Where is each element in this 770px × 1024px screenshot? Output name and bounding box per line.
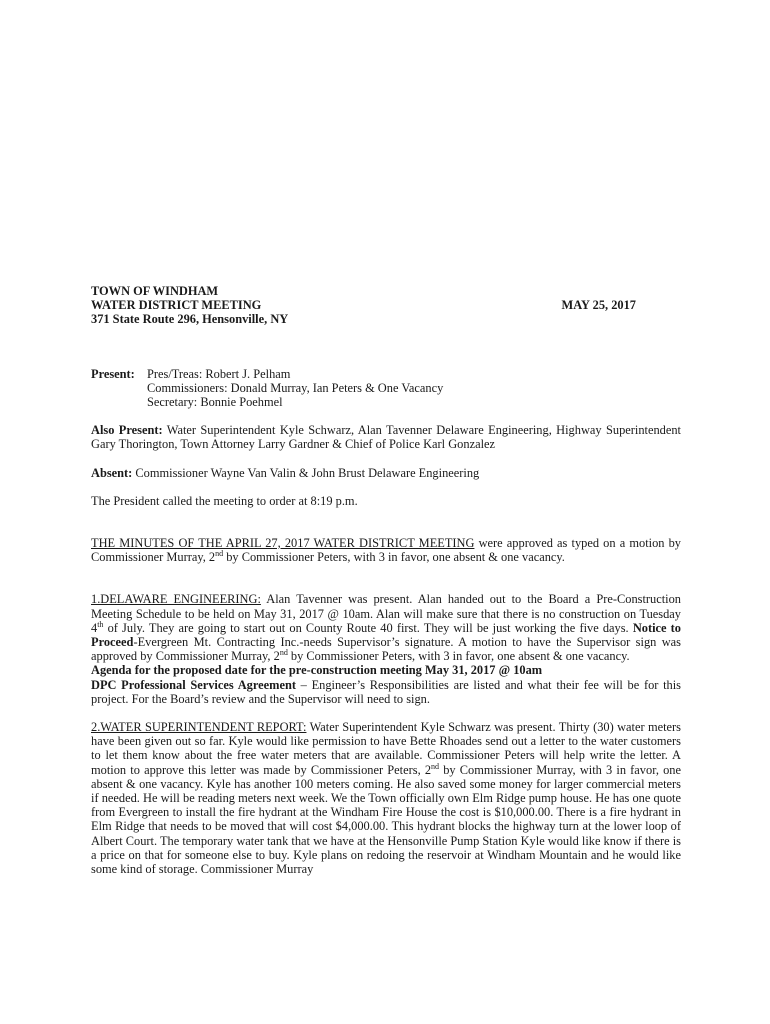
- water-super-sup: nd: [431, 761, 440, 771]
- meeting-address: 371 State Route 296, Hensonville, NY: [91, 312, 289, 327]
- absent-paragraph: [91, 466, 681, 480]
- present-section: [91, 367, 681, 410]
- minutes-sup: nd: [215, 549, 224, 559]
- delaware-text-c: -Evergreen Mt. Contracting Inc.-needs Supervisor’s signature. A motion to have the Supervisor sign was approved by Commissioner Murray, 2: [91, 635, 681, 664]
- delaware-text-d: by Commissioner Peters, with 3 in favor, one absent & one vacancy.: [287, 649, 630, 664]
- delaware-text-a: Alan Tavenner was present. Alan handed out to the Board a Pre-Construction Meeting Schedule to be held on May 31, 2017 @ 10am. Alan will make sure that there is no construction on Tuesday 4: [91, 592, 681, 635]
- dpc-text: – Engineer’s Responsibilities are listed and what their fee will be for this project. For the Board’s review and the Supervisor will need to sign.: [91, 677, 681, 706]
- also-present-text: Water Superintendent Kyle Schwarz, Alan Tavenner Delaware Engineering, Highway Superintendent Gary Thorington, Town Attorney Larry Gardner & Chief of Police Karl Gonzalez: [91, 423, 681, 452]
- dpc-label: DPC Professional Services Agreement: [91, 677, 296, 692]
- delaware-text-b: of July. They are going to start out on County Route 40 first. They will be just working the five days.: [103, 620, 633, 635]
- town-name: TOWN OF WINDHAM: [91, 284, 219, 298]
- minutes-heading: THE MINUTES OF THE APRIL 27, 2017 WATER DISTRICT MEETING: [91, 535, 475, 550]
- delaware-heading: 1.DELAWARE ENGINEERING:: [91, 592, 261, 607]
- present-president: Pres/Treas: Robert J. Pelham: [147, 366, 291, 381]
- agenda-line-text: Agenda for the proposed date for the pre-construction meeting May 31, 2017 @ 10am: [91, 663, 543, 678]
- meeting-title: WATER DISTRICT MEETING: [91, 298, 262, 313]
- water-super-text-b: by Commissioner Murray, with 3 in favor, one absent & one vacancy. Kyle has another 100 meters coming. He also saved some money for larger commercial meters if needed. He will be reading meters next week. We the Town officially own Elm Ridge pump house. He has one quote from Evergreen to install the fire hydrant at the Windham Fire House the cost is $10,000.00. There is a fire hydrant in Elm Ridge that needs to be moved that will cost $4,000.00. This hydrant blocks the highway turn at the lower loop of Albert Court. The temporary water tank that we have at the Hensonville Pump Station Kyle would like know if there is a price on that for someone else to buy. Kyle plans on redoing the reservoir at Windham Mountain and he would like some kind of storage. Commissioner Murray: [91, 762, 681, 877]
- delaware-paragraph: [91, 592, 681, 663]
- delaware-section: [91, 592, 681, 706]
- delaware-sup-a: th: [97, 619, 104, 629]
- water-super-text-a: Water Superintendent Kyle Schwarz was present. Thirty (30) water meters have been given out so far. Kyle would like permission to have Bette Rhoades send out a letter to the water customers to let them know about the free water meters that are available. Commissioner Peters will help write the letter. A motion to approve this letter was made by Commissioner Peters, 2: [91, 720, 681, 777]
- agenda-line: [91, 663, 681, 677]
- absent-label: Absent:: [91, 465, 133, 480]
- water-superintendent-heading: 2.WATER SUPERINTENDENT REPORT:: [91, 720, 307, 735]
- meeting-date: MAY 25, 2017: [561, 298, 636, 313]
- delaware-sup-b: nd: [279, 648, 288, 658]
- also-present-paragraph: [91, 423, 681, 451]
- meeting-title-row: [91, 298, 681, 312]
- present-label: Present:: [91, 366, 135, 381]
- notice-to-proceed-label: Notice to Proceed: [91, 620, 681, 649]
- minutes-paragraph: [91, 536, 681, 564]
- also-present-label: Also Present:: [91, 423, 163, 438]
- minutes-text-b: by Commissioner Peters, with 3 in favor, one absent & one vacancy.: [223, 550, 565, 565]
- call-to-order: The President called the meeting to order at 8:19 p.m.: [91, 493, 358, 508]
- document-page: [91, 284, 681, 876]
- present-commissioners: Commissioners: Donald Murray, Ian Peters & One Vacancy: [147, 380, 444, 395]
- dpc-paragraph: [91, 678, 681, 706]
- water-superintendent-paragraph: [91, 720, 681, 876]
- present-secretary: Secretary: Bonnie Poehmel: [147, 394, 283, 409]
- absent-text: Commissioner Wayne Van Valin & John Brust Delaware Engineering: [132, 465, 480, 480]
- minutes-text-a: were approved as typed on a motion by Commissioner Murray, 2: [91, 535, 682, 565]
